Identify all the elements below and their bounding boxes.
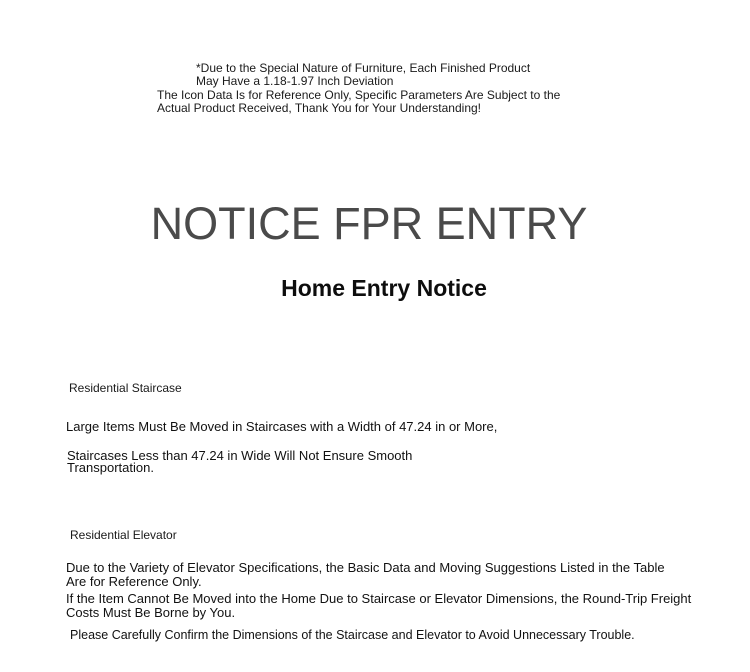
- page-title: NOTICE FPR ENTRY: [150, 198, 588, 249]
- section-label-staircase: Residential Staircase: [69, 381, 182, 395]
- elevator-text-line: If the Item Cannot Be Moved into the Home Due to Staircase or Elevator Dimensions, the Round-Trip Freight: [66, 591, 692, 606]
- disclaimer-line: *Due to the Special Nature of Furniture, Each Finished Product: [196, 61, 531, 75]
- elevator-text-line: Costs Must Be Borne by You.: [66, 605, 236, 620]
- disclaimer-line: The Icon Data Is for Reference Only, Specific Parameters Are Subject to the: [157, 88, 561, 102]
- disclaimer-line: May Have a 1.18-1.97 Inch Deviation: [196, 74, 394, 88]
- staircase-text-line: Transportation.: [67, 460, 154, 475]
- elevator-text-line: Are for Reference Only.: [66, 574, 202, 589]
- page-subtitle: Home Entry Notice: [281, 275, 487, 301]
- section-label-elevator: Residential Elevator: [70, 528, 177, 542]
- elevator-text-line: Due to the Variety of Elevator Specifications, the Basic Data and Moving Suggestions Listed in the Table: [66, 560, 665, 575]
- staircase-text-line: Staircases Less than 47.24 in Wide Will Not Ensure Smooth: [67, 448, 413, 463]
- disclaimer-line: Actual Product Received, Thank You for Your Understanding!: [157, 101, 481, 115]
- staircase-text-line: Large Items Must Be Moved in Staircases with a Width of 47.24 in or More,: [66, 419, 498, 434]
- elevator-confirm-note: Please Carefully Confirm the Dimensions of the Staircase and Elevator to Avoid Unnecessary Trouble.: [70, 628, 635, 642]
